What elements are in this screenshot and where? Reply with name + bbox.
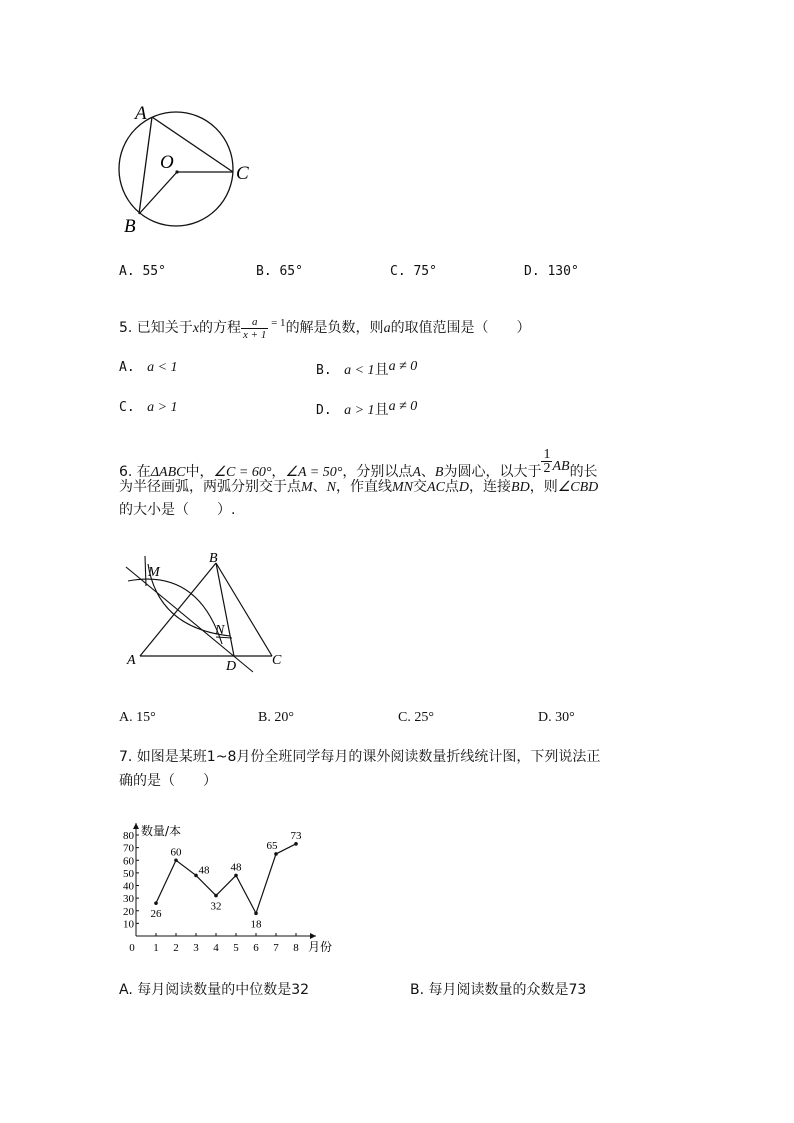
q7-option-a[interactable]: A. 每月阅读数量的中位数是32 [119,982,310,998]
q6-pt-n: N [326,480,337,495]
fig6-label-c: C [272,653,282,668]
q5-option-d-label: D. [316,403,332,418]
circle-figure [110,95,270,240]
q6-t1: 6. 在 [119,464,151,480]
data-point [174,858,178,862]
q6-t11: 交 [413,479,428,495]
q4-option-d[interactable]: D. 130° [524,264,579,279]
x-tick-label: 1 [153,942,159,952]
fig6-label-n: N [215,623,225,638]
q5-var-a: a [383,321,391,336]
y-tick-label: 50 [123,867,134,880]
q5-frac-den: x + 1 [243,328,267,341]
q5-option-a-math: a < 1 [147,360,178,375]
q5-text-2: 的方程 [199,320,242,336]
q6-half-num: 1 [543,447,551,462]
y-axis-label: 数量/本 [141,824,182,838]
q5-option-d-and: 且 [374,402,389,418]
q5-option-c-math: a > 1 [147,400,178,415]
q6-t7: 的长 [569,464,598,480]
q6-t2: 中， [185,464,214,480]
q6-t12: 点 [444,479,459,495]
x-tick-label: 5 [233,942,239,952]
q6-ac: AC [427,480,445,495]
data-label: 73 [290,829,302,842]
y-axis-arrow [133,823,139,829]
q6-t3: ， [271,464,286,480]
x-tick-label: 6 [253,942,259,952]
data-label: 65 [266,839,278,852]
radius-ob [139,172,177,214]
q6-angle-c: ∠C = 60° [213,465,272,480]
chord-ab [139,117,152,214]
label-o: O [160,152,174,173]
circle-outline [119,112,233,226]
q6-line-3: 的大小是（ ）. [119,502,236,518]
data-label: 60 [170,846,182,859]
q4-option-a[interactable]: A. 55° [119,264,166,279]
x-axis-label: 月份 [308,940,333,952]
q6-t13: ，连接 [469,479,512,495]
data-label: 18 [250,918,262,931]
q6-t10: ，作直线 [336,479,393,495]
tick-m [145,556,146,586]
q6-t6: 为圆心，以大于 [443,464,542,480]
x-tick-label: 4 [213,942,219,952]
data-label: 48 [198,864,210,877]
q5-text-1: 5. 已知关于 [119,320,193,336]
y-tick-label: 70 [123,842,134,855]
fig6-label-b: B [209,551,218,566]
y-tick-label: 80 [123,830,134,842]
data-point [214,894,218,898]
q6-tri: ΔABC [150,465,186,480]
q4-option-b[interactable]: B. 65° [256,264,303,279]
data-label: 32 [210,900,222,913]
q6-option-c[interactable]: C. 25° [398,710,434,725]
q6-option-d[interactable]: D. 30° [538,710,575,725]
q5-option-a-label: A. [119,360,135,375]
q6-mn: MN [392,480,414,495]
y-tick-label: 60 [123,855,134,868]
chart-series [151,830,303,930]
q4-option-c[interactable]: C. 75° [390,264,437,279]
data-point [254,911,258,915]
q6-t5: 、 [420,464,435,480]
q5-eq-rhs: = 1 [268,317,286,329]
data-point [154,901,158,905]
center-dot [175,170,178,173]
x-tick-label: 2 [173,942,179,952]
label-b: B [124,216,136,237]
y-tick-label: 30 [123,893,134,906]
x-tick-label: 8 [293,942,299,952]
q6-t4: ，分别以点 [342,464,413,480]
x-tick-label: 7 [273,942,279,952]
q6-half-den: 2 [543,461,551,476]
q5-text-3: 的解是负数，则 [285,320,384,336]
x-tick-label: 0 [129,942,135,952]
chart-axes [123,823,332,952]
fig6-label-m: M [148,565,160,580]
q5-option-a[interactable] [119,357,178,378]
x-axis-arrow [310,933,316,939]
q6-pt-b: B [434,465,444,480]
data-label: 48 [230,861,242,874]
q6-angle-a: ∠A = 50° [285,465,343,480]
q6-pt-m: M [301,480,313,495]
q5-option-d-math2: a ≠ 0 [388,399,418,414]
q6-t14: ，则 [529,479,558,495]
q7-option-b[interactable]: B. 每月阅读数量的众数是73 [410,982,587,998]
q6-cbd: ∠CBD [557,480,599,495]
q6-line-2 [119,477,598,498]
q5-option-d-math: a > 1 [344,403,375,418]
q6-pt-a: A [412,465,421,480]
y-tick-label: 20 [123,905,134,918]
x-tick-label: 3 [193,942,199,952]
label-a: A [135,103,147,124]
q5-fraction [241,316,268,341]
q5-option-d[interactable] [316,397,417,421]
fig6-label-a: A [127,653,136,668]
q6-half [541,448,552,475]
q5-option-b-math: a < 1 [344,363,375,378]
q6-ab: AB [552,459,570,474]
q6-option-a[interactable]: A. 15° [119,710,156,725]
y-tick-label: 40 [123,880,134,893]
q5-stem [119,303,531,349]
q6-option-b[interactable]: B. 20° [258,710,294,725]
data-point [234,874,238,878]
data-label: 26 [150,908,162,921]
data-point [294,842,298,846]
fig6-label-d: D [226,659,237,673]
q5-frac-num: a [241,316,268,329]
data-point [194,874,198,878]
q5-var-x: x [192,321,200,336]
q5-option-b-math2: a ≠ 0 [388,359,418,374]
q6-bd: BD [511,480,530,495]
q7-line-2: 确的是（ ） [119,773,217,789]
data-point [274,852,278,856]
reading-line-chart [114,812,344,952]
q6-pt-d: D [458,480,470,495]
q5-option-c-label: C. [119,400,135,415]
q5-option-c[interactable] [119,397,178,418]
q5-option-b-and: 且 [374,362,389,378]
q5-option-b[interactable] [316,357,417,381]
label-c: C [236,163,249,184]
q6-t9: 、 [312,479,327,495]
q5-option-b-label: B. [316,363,332,378]
q6-t8: 为半径画弧，两弧分别交于点 [119,479,301,495]
q7-line-1: 7. 如图是某班1~8月份全班同学每月的课外阅读数量折线统计图，下列说法正 [119,749,601,765]
triangle-figure [118,548,298,673]
q5-text-4: 的取值范围是（ ） [390,320,531,336]
y-tick-label: 10 [123,918,134,931]
